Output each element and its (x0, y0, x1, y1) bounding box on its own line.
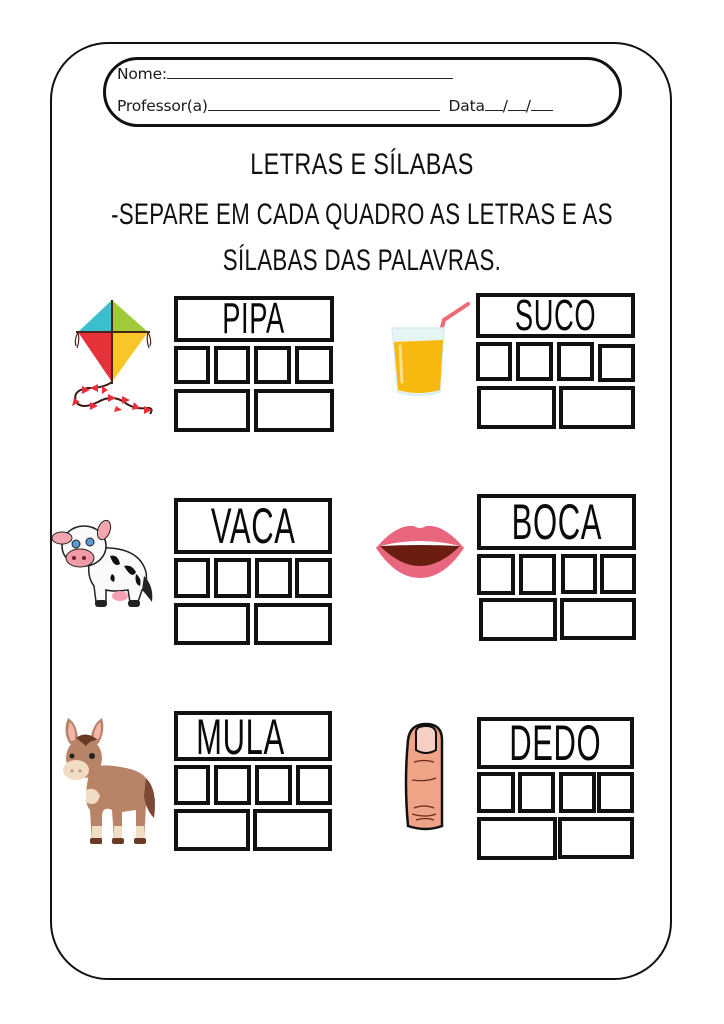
syllable-box-1[interactable] (174, 603, 250, 645)
instruction-line-2: SÍLABAS DAS PALAVRAS. (222, 244, 502, 277)
letter-box-4[interactable] (597, 772, 634, 813)
letter-box-4[interactable] (598, 344, 635, 382)
syllable-box-1[interactable] (477, 386, 556, 429)
letter-box-3[interactable] (557, 342, 594, 381)
word-label: BOCA (511, 494, 602, 550)
word-label: MULA (195, 711, 285, 761)
name-row (117, 65, 453, 83)
letter-box-1[interactable] (174, 558, 210, 598)
date-year-field[interactable] (531, 97, 553, 111)
letter-box-4[interactable] (296, 765, 332, 805)
word-label: PIPA (222, 296, 286, 342)
letter-box-1[interactable] (174, 346, 210, 384)
syllable-box-2[interactable] (253, 809, 332, 851)
syllable-box-2[interactable] (560, 598, 636, 640)
syllable-box-2[interactable] (559, 386, 635, 429)
kite-icon (68, 298, 160, 420)
syllable-box-1[interactable] (479, 598, 557, 641)
letter-box-3[interactable] (559, 772, 596, 813)
letter-box-2[interactable] (214, 346, 250, 384)
syllable-box-1[interactable] (477, 817, 557, 860)
word-label-box (477, 717, 634, 769)
letter-box-2[interactable] (518, 772, 555, 813)
letter-box-1[interactable] (174, 765, 210, 805)
teacher-label: Professor(a) (117, 97, 208, 115)
letter-box-1[interactable] (476, 342, 512, 381)
lips-icon (374, 518, 466, 580)
date-month-field[interactable] (508, 97, 526, 111)
date-label: Data (448, 97, 485, 115)
word-label-box (476, 293, 635, 338)
letter-box-1[interactable] (477, 554, 515, 595)
word-label-box (174, 296, 334, 342)
name-label: Nome: (117, 65, 167, 83)
date-separator: / (525, 97, 531, 115)
word-label: DEDO (509, 717, 602, 769)
syllable-box-2[interactable] (254, 389, 334, 432)
worksheet-title: LETRAS E SÍLABAS (250, 148, 474, 181)
letter-box-3[interactable] (255, 765, 292, 805)
date-separator: / (502, 97, 508, 115)
cow-icon (50, 516, 158, 614)
letter-box-2[interactable] (519, 554, 556, 595)
letter-box-2[interactable] (214, 558, 251, 598)
name-field[interactable] (167, 65, 453, 79)
word-label: SUCO (514, 293, 597, 338)
juice-glass-icon (386, 300, 472, 398)
teacher-field[interactable] (208, 97, 440, 111)
letter-box-4[interactable] (295, 346, 333, 384)
letter-box-2[interactable] (516, 342, 553, 381)
word-label: VACA (210, 498, 296, 554)
letter-box-3[interactable] (255, 558, 292, 598)
teacher-date-row (117, 97, 553, 115)
letter-box-3[interactable] (254, 346, 291, 384)
letter-box-3[interactable] (561, 554, 597, 594)
word-label-box (174, 711, 332, 761)
syllable-box-2[interactable] (558, 817, 634, 859)
word-label-box (174, 498, 332, 554)
mule-icon (56, 714, 160, 854)
word-label-box (477, 494, 636, 550)
syllable-box-1[interactable] (174, 389, 250, 432)
letter-box-2[interactable] (214, 765, 251, 805)
letter-box-4[interactable] (600, 554, 636, 594)
syllable-box-1[interactable] (174, 809, 250, 851)
instruction-line-1: -SEPARE EM CADA QUADRO AS LETRAS E AS (111, 198, 613, 231)
letter-box-1[interactable] (477, 772, 515, 813)
finger-icon (404, 722, 448, 832)
date-day-field[interactable] (485, 97, 503, 111)
letter-box-4[interactable] (295, 558, 332, 598)
syllable-box-2[interactable] (254, 603, 332, 645)
